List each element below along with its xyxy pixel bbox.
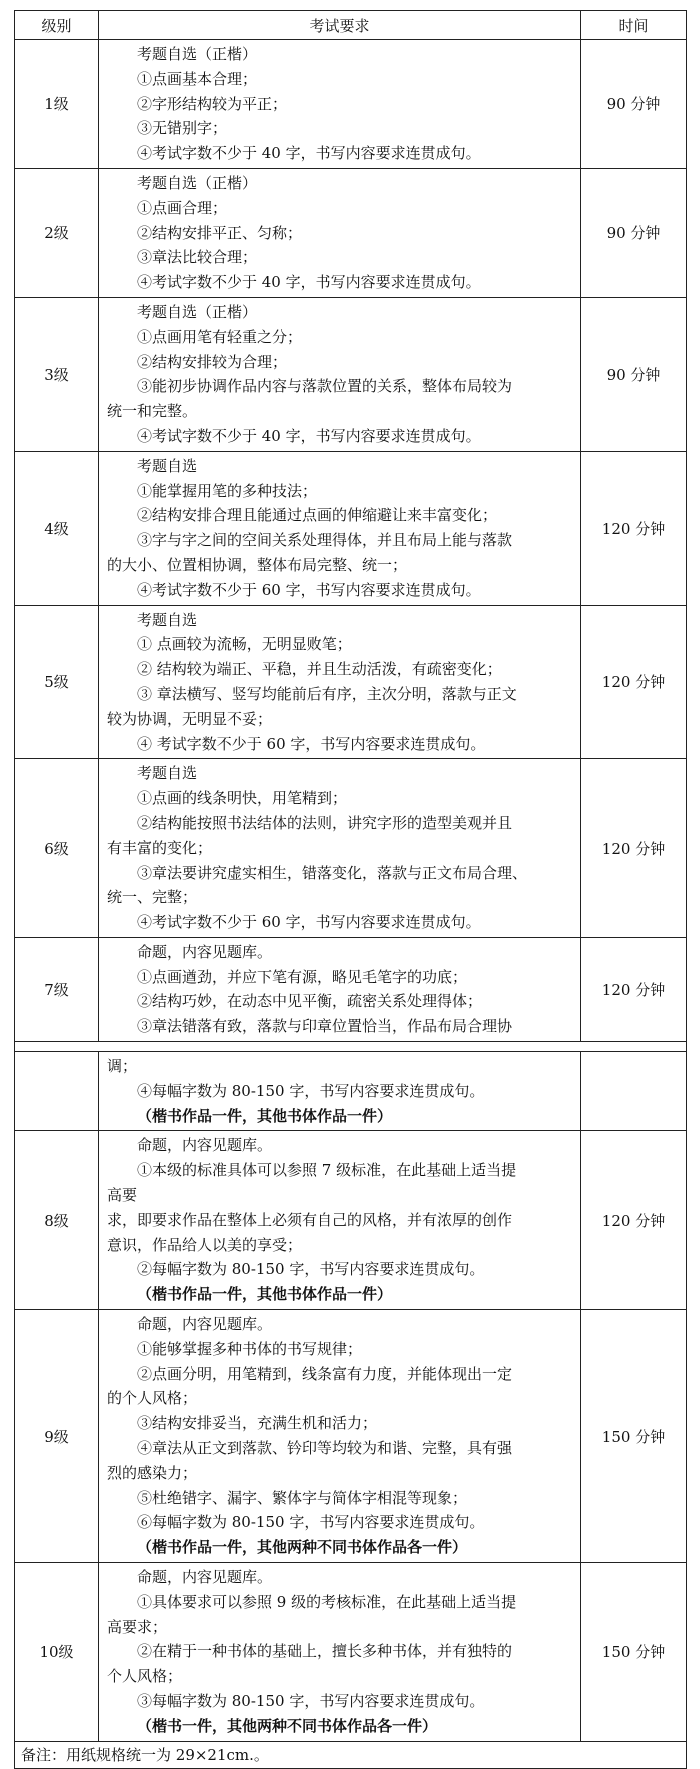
level-cell: 1级 — [15, 40, 99, 169]
requirement-line: ①点画基本合理； — [137, 69, 258, 88]
time-cell: 120 分钟 — [581, 1131, 687, 1310]
requirement-line: ②结构巧妙，在动态中见平衡，疏密关系处理得体； — [137, 992, 483, 1011]
level-cell: 9级 — [15, 1310, 99, 1563]
requirement-line: 考题自选（正楷） — [137, 302, 258, 321]
requirement-line: 高要求； — [107, 1617, 168, 1636]
table-row — [15, 759, 687, 938]
requirement-cell — [99, 605, 581, 759]
level-cell: 4级 — [15, 451, 99, 605]
requirement-line: ①点画用笔有轻重之分； — [137, 327, 303, 346]
requirement-cell — [99, 1563, 581, 1742]
exam-requirements-table — [14, 10, 687, 1769]
requirement-cell — [99, 40, 581, 169]
requirement-line: 考题自选（正楷） — [137, 45, 258, 63]
requirement-line: 个人风格； — [107, 1667, 183, 1686]
requirement-line: ⑤杜绝错字、漏字、繁体字与简体字相混等现象； — [137, 1488, 468, 1507]
time-cell: 120 分钟 — [581, 759, 687, 938]
requirement-line: 意识，作品给人以美的享受； — [107, 1235, 303, 1254]
requirement-line: 命题，内容见题库。 — [137, 1136, 273, 1155]
requirement-cell — [99, 451, 581, 605]
table-row — [15, 1131, 687, 1310]
requirement-line: ② 结构较为端正、平稳，并且生动活泼，有疏密变化； — [137, 660, 502, 679]
table-row — [15, 605, 687, 759]
time-cell — [581, 1052, 687, 1131]
time-cell: 120 分钟 — [581, 605, 687, 759]
time-cell: 90 分钟 — [581, 40, 687, 169]
requirement-line: 高要 — [107, 1186, 138, 1205]
requirement-line: ④考试字数不少于 40 字，书写内容要求连贯成句。 — [137, 273, 481, 292]
requirement-line: 考题自选 — [137, 764, 198, 783]
requirement-line: 烈的感染力； — [107, 1463, 198, 1482]
note-text: 备注：用纸规格统一为 29×21cm.。 — [15, 1741, 687, 1768]
level-cell: 3级 — [15, 297, 99, 451]
requirement-line: ④考试字数不少于 40 字，书写内容要求连贯成句。 — [137, 426, 481, 445]
time-cell: 150 分钟 — [581, 1563, 687, 1742]
requirement-line: ③每幅字数为 80-150 字，书写内容要求连贯成句。 — [137, 1692, 485, 1710]
header-level: 级别 — [15, 11, 99, 40]
table-row — [15, 40, 687, 169]
requirement-line: （楷书作品一件，其他书体作品一件） — [137, 1285, 393, 1304]
requirement-line: ③字与字之间的空间关系处理得体，并且布局上能与落款 — [137, 531, 513, 550]
requirement-line: ③结构安排妥当，充满生机和活力； — [137, 1414, 378, 1433]
requirement-line: 考题自选（正楷） — [137, 173, 258, 192]
requirement-line: ③ 章法横写、竖写均能前后有序，主次分明，落款与正文 — [137, 684, 517, 703]
requirement-line: ④ 考试字数不少于 60 字，书写内容要求连贯成句。 — [137, 734, 486, 753]
requirement-line: 命题，内容见题库。 — [137, 1568, 273, 1587]
table-row — [15, 451, 687, 605]
requirement-cell — [99, 937, 581, 1041]
requirement-line: ①点画的线条明快，用笔精到； — [137, 789, 348, 808]
requirement-line: （楷书一件，其他两种不同书体作品各一件） — [137, 1716, 438, 1735]
requirement-line: 考题自选 — [137, 456, 198, 475]
header-time: 时间 — [581, 11, 687, 40]
requirement-cell — [99, 168, 581, 297]
requirement-line: ③章法要讲究虚实相生，错落变化，落款与正文布局合理、 — [137, 863, 528, 882]
requirement-line: 调； — [107, 1057, 138, 1076]
level-cell: 2级 — [15, 168, 99, 297]
requirement-line: ②在精于一种书体的基础上，擅长多种书体，并有独特的 — [137, 1642, 513, 1661]
requirement-line: 考题自选 — [137, 610, 198, 629]
time-cell: 90 分钟 — [581, 168, 687, 297]
requirement-line: 命题，内容见题库。 — [137, 1315, 273, 1334]
requirement-line: ①能掌握用笔的多种技法； — [137, 481, 318, 500]
requirement-line: ⑥每幅字数为 80-150 字，书写内容要求连贯成句。 — [137, 1513, 485, 1532]
note-row — [15, 1741, 687, 1768]
requirement-line: ① 点画较为流畅，无明显败笔； — [137, 635, 352, 654]
table-row — [15, 937, 687, 1041]
requirement-line: ④章法从正文到落款、钤印等均较为和谐、完整，具有强 — [137, 1439, 513, 1458]
requirement-line: 的大小、位置相协调，整体布局完整、统一； — [107, 555, 408, 574]
page-gap-cell — [15, 1042, 687, 1052]
header-requirement: 考试要求 — [99, 11, 581, 40]
requirement-line: 统一、完整； — [107, 888, 198, 907]
level-cell: 6级 — [15, 759, 99, 938]
requirement-line: 统一和完整。 — [107, 402, 198, 421]
requirement-line: 有丰富的变化； — [107, 838, 213, 857]
table-row — [15, 1563, 687, 1742]
requirement-line: ①具体要求可以参照 9 级的考核标准，在此基础上适当提 — [137, 1592, 517, 1611]
requirement-line: ④考试字数不少于 40 字，书写内容要求连贯成句。 — [137, 144, 481, 163]
requirement-line: ①能够掌握多种书体的书写规律； — [137, 1339, 363, 1358]
requirement-line: ②结构能按照书法结体的法则，讲究字形的造型美观并且 — [137, 813, 513, 832]
requirement-cell — [99, 1052, 581, 1131]
requirement-line: ②结构安排合理且能通过点画的伸缩避让来丰富变化； — [137, 506, 498, 525]
header-row — [15, 11, 687, 40]
requirement-cell — [99, 1131, 581, 1310]
level-cell: 10级 — [15, 1563, 99, 1742]
requirement-line: 命题，内容见题库。 — [137, 942, 273, 961]
time-cell: 150 分钟 — [581, 1310, 687, 1563]
table-body — [15, 40, 687, 1769]
table-row — [15, 1310, 687, 1563]
time-cell: 120 分钟 — [581, 937, 687, 1041]
requirement-line: 的个人风格； — [107, 1389, 198, 1408]
requirement-line: ③无错别字； — [137, 119, 228, 138]
requirement-line: （楷书作品一件，其他两种不同书体作品各一件） — [137, 1538, 468, 1557]
level-cell — [15, 1052, 99, 1131]
time-cell: 120 分钟 — [581, 451, 687, 605]
requirement-cell — [99, 1310, 581, 1563]
requirement-line: ④考试字数不少于 60 字，书写内容要求连贯成句。 — [137, 580, 481, 599]
requirement-line: ②点画分明，用笔精到，线条富有力度，并能体现出一定 — [137, 1364, 513, 1383]
level-cell: 7级 — [15, 937, 99, 1041]
requirement-line: ①本级的标准具体可以参照 7 级标准，在此基础上适当提 — [137, 1161, 517, 1180]
requirement-line: ②字形结构较为平正； — [137, 94, 288, 113]
exam-requirements-table-container — [14, 10, 686, 1769]
table-row — [15, 297, 687, 451]
requirement-cell — [99, 297, 581, 451]
requirement-line: ②结构安排平正、匀称； — [137, 223, 303, 242]
time-cell: 90 分钟 — [581, 297, 687, 451]
requirement-line: ③能初步协调作品内容与落款位置的关系，整体布局较为 — [137, 377, 513, 396]
requirement-line: ③章法错落有致，落款与印章位置恰当，作品布局合理协 — [137, 1017, 513, 1036]
table-row — [15, 1052, 687, 1131]
requirement-line: 较为协调，无明显不妥； — [107, 709, 273, 728]
requirement-line: ①点画合理； — [137, 198, 228, 217]
page-gap — [15, 1042, 687, 1052]
requirement-line: ④每幅字数为 80-150 字，书写内容要求连贯成句。 — [137, 1081, 485, 1100]
requirement-line: 求，即要求作品在整体上必须有自己的风格，并有浓厚的创作 — [107, 1210, 513, 1229]
requirement-line: ②结构安排较为合理； — [137, 352, 288, 371]
requirement-line: ②每幅字数为 80-150 字，书写内容要求连贯成句。 — [137, 1260, 485, 1279]
requirement-cell — [99, 759, 581, 938]
requirement-line: ①点画遒劲，并应下笔有源，略见毛笔字的功底； — [137, 967, 468, 986]
requirement-line: （楷书作品一件，其他书体作品一件） — [137, 1106, 393, 1125]
requirement-line: ④考试字数不少于 60 字，书写内容要求连贯成句。 — [137, 913, 481, 932]
table-row — [15, 168, 687, 297]
requirement-line: ③章法比较合理； — [137, 248, 258, 267]
level-cell: 5级 — [15, 605, 99, 759]
level-cell: 8级 — [15, 1131, 99, 1310]
